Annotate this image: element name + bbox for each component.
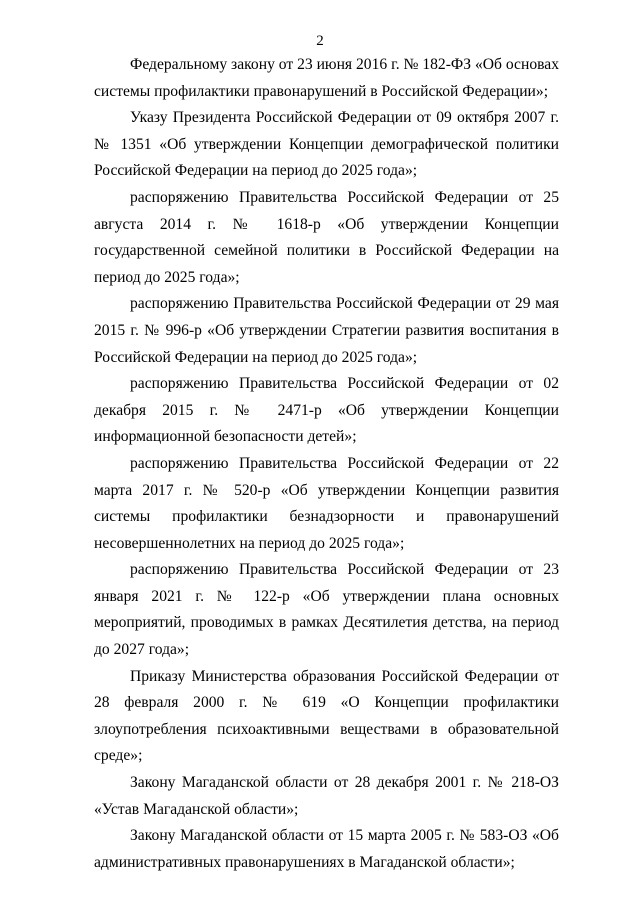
document-body xyxy=(94,52,559,876)
paragraph-order-520-r: распоряжению Правительства Российской Федерации от 22 марта 2017 г. № 520-р «Об утверждении Концепции развития системы профилактики безнадзорности и правонарушений несовершеннолетних на период до 2025 года»; xyxy=(94,454,559,552)
paragraph-magadan-law-583-oz: Закону Магаданской области от 15 марта 2005 г. № 583-ОЗ «Об административных правонарушениях в Магаданской области»; xyxy=(94,827,559,871)
paragraph-ministry-order-619: Приказу Министерства образования Российской Федерации от 28 февраля 2000 г. № 619 «О Концепции профилактики злоупотребления психоактивными веществами в образовательной среде»; xyxy=(94,667,559,765)
paragraph-order-996-r: распоряжению Правительства Российской Федерации от 29 мая 2015 г. № 996-р «Об утверждении Стратегии развития воспитания в Российской Федерации на период до 2025 года»; xyxy=(94,295,559,366)
paragraph-presidential-decree-1351: Указу Президента Российской Федерации от 09 октября 2007 г. № 1351 «Об утверждении Концепции демографической политики Российской Федерации на период до 2025 года»; xyxy=(94,109,559,180)
paragraph-order-122-r: распоряжению Правительства Российской Федерации от 23 января 2021 г. № 122-р «Об утверждении плана основных мероприятий, проводимых в рамках Десятилетия детства, на период до 2027 года»; xyxy=(94,561,559,659)
paragraph-order-1618-r: распоряжению Правительства Российской Федерации от 25 августа 2014 г. № 1618-р «Об утверждении Концепции государственной семейной политики в Российской Федерации на период до 2025 года»; xyxy=(94,188,559,286)
page-number: 2 xyxy=(316,33,324,49)
paragraph-magadan-law-218-oz: Закону Магаданской области от 28 декабря 2001 г. № 218-ОЗ «Устав Магаданской области»; xyxy=(94,774,559,818)
paragraph-federal-law-182: Федеральному закону от 23 июня 2016 г. № 182-ФЗ «Об основах системы профилактики правонарушений в Российской Федерации»; xyxy=(94,56,559,100)
paragraph-order-2471-r: распоряжению Правительства Российской Федерации от 02 декабря 2015 г. № 2471-р «Об утверждении Концепции информационной безопасности детей»; xyxy=(94,375,559,446)
